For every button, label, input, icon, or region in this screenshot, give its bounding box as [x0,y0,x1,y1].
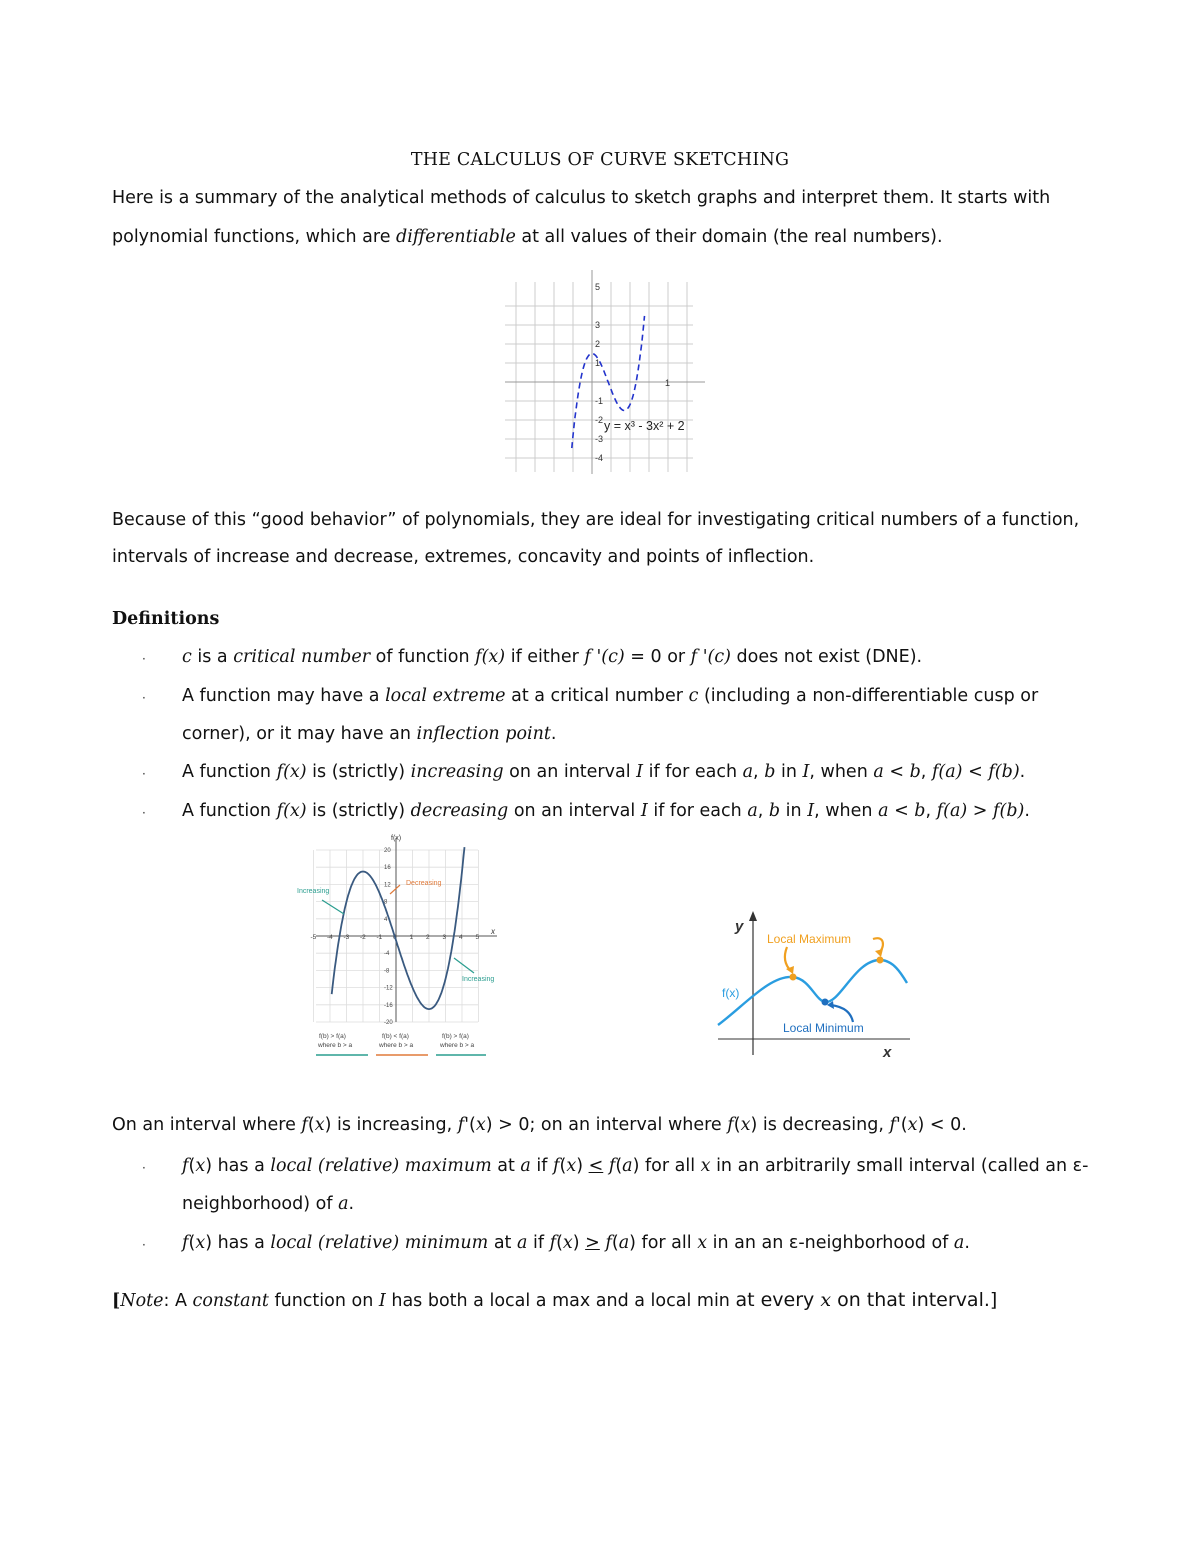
incdec-y-tick: 4 [384,916,388,923]
definition-critical-number: c is a critical number of function f(x) if either f '(c) = 0 or f '(c) does not exist (DNE). [182,647,923,667]
bullet-4: · [142,806,146,820]
incdec-x-tick: -1 [376,934,383,941]
local-max-arrowhead-2 [875,949,883,957]
label-decreasing: Decreasing [406,880,442,887]
extremes-y-label: y [735,918,744,935]
cubic-y-tick: 5 [595,282,601,292]
legend-2-line-1: f(b) < f(a) [382,1033,409,1040]
legend-1-line-1: f(b) > f(a) [319,1033,346,1040]
label-increasing-right: Increasing [462,976,495,983]
legend-3-line-2: where b > a [440,1042,475,1049]
incdec-x-tick: 2 [426,934,430,941]
incdec-x-label: x [491,927,495,936]
incdec-x-tick: -4 [327,934,333,941]
incdec-x-tick: 0 [393,934,397,941]
local-min-label: Local Minimum [783,1021,864,1035]
bullet-1: · [142,652,146,666]
cubic-x-tick: 1 [665,378,671,388]
local-min-point [822,999,829,1006]
incdec-y-label: f(x) [391,835,402,842]
label-increasing-left: Increasing [297,888,330,895]
para2-line-2: intervals of increase and decrease, extremes, concavity and points of inflection. [112,547,815,567]
incdec-y-tick-labels [384,848,393,1026]
bullet-2: · [142,691,146,705]
legend-1-line-2: where b > a [318,1042,353,1049]
incdec-x-tick: 3 [442,934,447,941]
definitions-heading: Definitions [112,609,220,629]
cubic-equation: y = x³ - 3x² + 2 [604,419,685,433]
arrow-increasing-left [322,900,344,914]
cubic-x-tick-labels [665,378,670,388]
incdec-y-tick: -20 [384,1020,393,1026]
para3: On an interval where f(x) is increasing, f'(x) > 0; on an interval where f(x) is decreasing, f'(x) < 0. [112,1115,967,1135]
incdec-x-tick: -2 [360,934,366,941]
legend-2-line-2: where b > a [379,1042,414,1049]
bullet-6: · [142,1238,146,1252]
bullet-5: · [142,1161,146,1175]
legend-3-line-1: f(b) > f(a) [442,1033,469,1040]
incdec-y-tick: -12 [384,985,393,992]
para2-line-1: Because of this “good behavior” of polynomials, they are ideal for investigating critical numbers of a function, [112,510,1080,530]
incdec-x-tick: 4 [459,934,463,941]
incdec-x-tick: 1 [409,934,414,941]
local-max-arrow-1 [785,947,791,971]
intro-line-2: polynomial functions, which are differentiable at all values of their domain (the real numbers). [112,227,943,247]
cubic-y-tick: -2 [595,415,604,425]
extremes-x-label: x [883,1044,892,1061]
incdec-y-tick: 20 [384,848,391,854]
cubic-y-tick: 2 [595,339,601,349]
incdec-y-tick: 8 [384,899,388,906]
definition-local-extreme: A function may have a local extreme at a critical number c (including a non-differentiable cusp or [182,686,1039,706]
incdec-y-tick: -16 [384,1002,393,1009]
incdec-y-tick: -4 [384,951,390,958]
bullet-3: · [142,767,146,781]
local-max-label: Local Maximum [767,932,852,946]
incdec-curve [332,847,465,1009]
incdec-y-tick: -8 [384,968,390,975]
note: [Note: A constant function on I has both a local a max and a local min at every x on that interval.] [112,1289,998,1311]
page-title: THE CALCULUS OF CURVE SKETCHING [410,150,790,170]
figure-increasing-decreasing [290,830,515,1065]
extremes-curve [718,960,907,1025]
figure-local-extremes [715,905,915,1065]
local-maximum-def: f(x) has a local (relative) maximum at a if f(x) < f(a) for all x in an arbitrarily small interval (called an ε- [182,1156,1089,1176]
incdec-y-tick: 12 [384,882,391,889]
incdec-x-tick: -5 [310,934,317,941]
incdec-x-tick: -3 [343,934,350,941]
figure-cubic-graph [500,262,715,477]
definition-decreasing: A function f(x) is (strictly) decreasing on an interval I if for each a, b in I, when a < b, f(a) > f(b). [182,801,1030,821]
local-max-point-2 [877,957,884,964]
cubic-y-tick: -3 [595,434,604,444]
cubic-y-tick: -4 [595,453,604,463]
cubic-y-tick-labels [595,282,603,463]
fx-label: f(x) [722,986,740,1000]
definition-local-extreme-line-2: corner), or it may have an inflection point. [182,724,557,744]
incdec-y-tick: 16 [384,865,391,872]
local-minimum-def: f(x) has a local (relative) minimum at a if f(x) > f(a) for all x in an an ε-neighborhood of a. [182,1233,970,1253]
arrow-decreasing [390,885,400,894]
definition-increasing: A function f(x) is (strictly) increasing on an interval I if for each a, b in I, when a < b, f(a) < f(b). [182,762,1026,782]
local-min-arrow [831,1005,853,1022]
cubic-y-tick: 3 [595,320,601,330]
extremes-y-arrow [749,911,757,921]
cubic-y-tick: -1 [595,396,604,406]
local-maximum-def-line-2: neighborhood) of a. [182,1194,355,1214]
local-max-point-1 [790,974,797,981]
intro-line-1: Here is a summary of the analytical methods of calculus to sketch graphs and interpret them. It starts with [112,188,1051,208]
incdec-x-tick: 5 [475,934,480,941]
cubic-y-tick: 1 [595,358,601,368]
